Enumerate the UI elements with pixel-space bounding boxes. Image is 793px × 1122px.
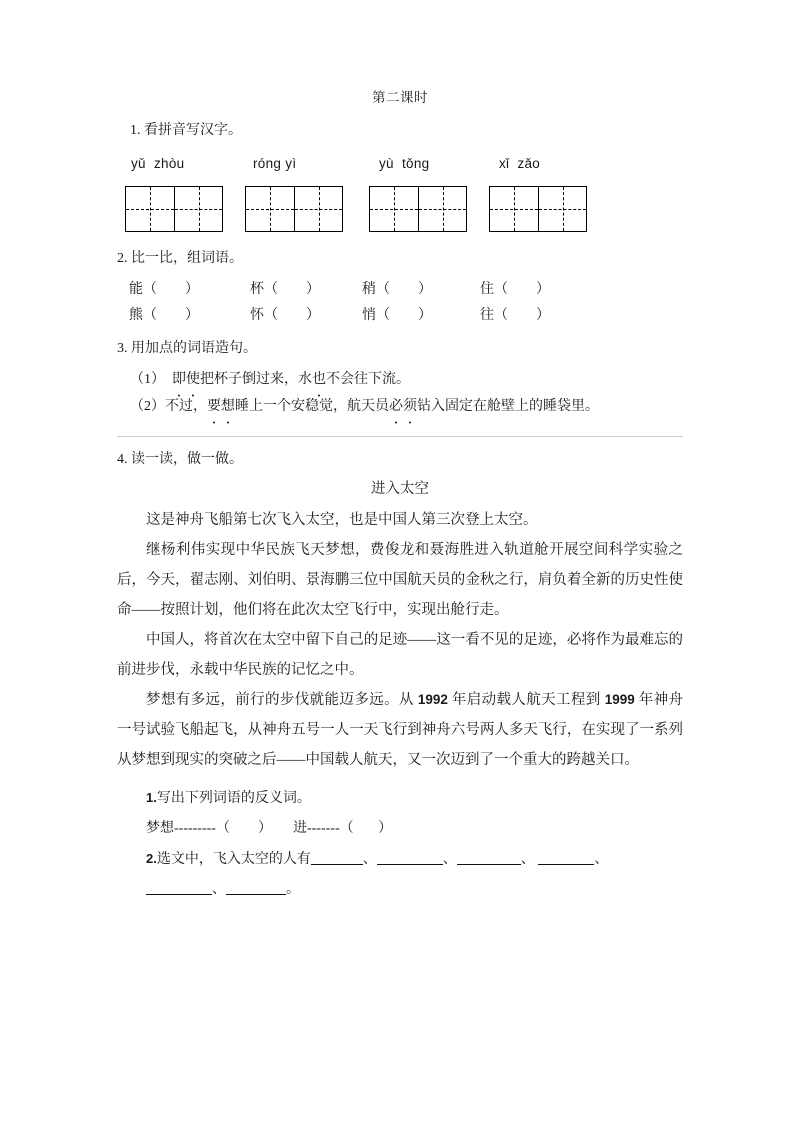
fill-sep-2: 、	[442, 852, 457, 867]
word-pair-block	[117, 278, 683, 330]
word-pair-row-2	[117, 304, 683, 330]
sub-question-2-text: 选文中，飞入太空的人有	[156, 852, 311, 867]
sentence-1-p0	[158, 372, 172, 387]
grid-cell[interactable]	[538, 187, 586, 231]
passage-paragraph-2: 继杨利伟实现中华民族飞天梦想，费俊龙和聂海胜进入轨道舱开展空间科学实验之后，今天，翟志刚、刘伯明、景海鹏三位中国航天员的金秋之行，肩负着全新的历史性使命——按照计划，他们将在此次太空飞行中，实现出舱行走。	[117, 542, 683, 618]
writing-grid-1[interactable]	[125, 186, 223, 232]
paragraph-4-between-years: 年启动载人航天工程到	[447, 692, 605, 708]
antonym-word-2: 进-------（	[292, 821, 354, 836]
fill-blank-6[interactable]	[226, 881, 286, 895]
fill-blank-4[interactable]	[538, 851, 594, 865]
grid-cell[interactable]	[246, 187, 294, 231]
year-1999: 1999	[604, 692, 635, 707]
antonym-blank-1[interactable]	[230, 821, 258, 836]
pinyin-row	[117, 156, 683, 182]
pinyin-1: yǔ zhòu	[131, 156, 185, 171]
sentence-2-label: （2）	[130, 399, 165, 414]
pinyin-4: xǐ zǎo	[499, 156, 541, 171]
sentence-1-p2: 使	[186, 372, 200, 387]
word-pair-2b[interactable]: 怀（ ）	[250, 308, 320, 323]
sentence-2-p5: 须	[403, 399, 417, 414]
sentence-2-p2: 想	[221, 399, 235, 414]
writing-grid-4[interactable]	[489, 186, 587, 232]
antonym-close-2: ）	[378, 821, 393, 836]
word-pair-4b[interactable]: 往（ ）	[480, 308, 550, 323]
fill-blank-1[interactable]	[311, 851, 363, 865]
sentence-1-p4: 也	[312, 372, 326, 387]
sub-question-1-text: 写出下列词语的反义词。	[156, 791, 311, 806]
sentence-2-p4: 必	[389, 399, 403, 414]
grid-cell[interactable]	[418, 187, 466, 231]
question-3-heading: 3. 用加点的词语造句。	[117, 341, 257, 356]
fill-sep-1: 、	[362, 852, 377, 867]
writing-grid-2[interactable]	[245, 186, 343, 232]
word-pair-3a[interactable]: 稍（ ）	[362, 282, 432, 297]
passage-paragraph-4	[117, 685, 683, 775]
sub-question-2	[117, 844, 683, 875]
grid-cell[interactable]	[174, 187, 222, 231]
sub-question-2-number: 2.	[146, 851, 157, 866]
fill-blank-2[interactable]	[377, 851, 443, 865]
paragraph-4-before-year1: 梦想有多远，前行的步伐就能迈多远。从	[146, 692, 418, 708]
pinyin-2: róng yì	[253, 156, 297, 171]
grid-cell[interactable]	[490, 187, 538, 231]
sentence-2	[117, 393, 683, 420]
sub-question-1-number: 1.	[146, 790, 157, 805]
page-title: 第二课时	[372, 90, 428, 105]
word-pair-3b[interactable]: 悄（ ）	[362, 308, 432, 323]
sentence-1-label: （1）	[130, 372, 158, 387]
antonym-close-1: ）	[257, 821, 272, 836]
paragraph-4-after-year2: 年神舟一号试验飞船起飞，从神舟五号一人一天飞行到神舟六号两人多天飞行，在实现了一系列从梦想到现实的突破之后——中国载人航天，又一次迈到了一个重大的跨越关口。	[117, 692, 684, 768]
grid-cell[interactable]	[294, 187, 342, 231]
grid-cell[interactable]	[126, 187, 174, 231]
pinyin-3: yù tǒng	[379, 156, 430, 171]
antonym-blank-2[interactable]	[354, 821, 379, 836]
antonym-answer-line	[117, 814, 683, 844]
sentence-1	[117, 366, 683, 393]
year-1992: 1992	[417, 692, 448, 707]
antonym-word-1: 梦想---------（	[146, 821, 230, 836]
fill-sep-5: 、	[212, 882, 226, 897]
question-2-heading: 2. 比一比，组词语。	[117, 251, 243, 266]
passage-paragraph-3: 中国人，将首次在太空中留下自己的足迹——这一看不见的足迹，必将作为最难忘的前进步伐，永载中华民族的记忆之中。	[117, 632, 683, 678]
sub-question-1	[117, 783, 683, 814]
word-pair-2a[interactable]: 杯（ ）	[250, 282, 320, 297]
word-pair-4a[interactable]: 住（ ）	[480, 282, 550, 297]
sentence-2-p1: 要	[207, 399, 221, 414]
sentence-1-p1: 即	[172, 372, 186, 387]
page-content	[117, 88, 683, 905]
passage-title: 进入太空	[371, 481, 429, 497]
fill-blank-5[interactable]	[146, 881, 212, 895]
fill-sep-3: 、	[520, 852, 535, 867]
sentence-1-p3: 把杯子倒过来，水	[200, 372, 312, 387]
fill-blank-3[interactable]	[457, 851, 521, 865]
fill-sep-4: 、	[594, 852, 609, 867]
question-1-heading: 1. 看拼音写汉字。	[130, 123, 242, 138]
sentence-2-p3: 睡上一个安稳觉，航天员	[235, 399, 389, 414]
sentence-2-p6: 钻入固定在舱壁上的睡袋里。	[417, 399, 599, 414]
antonym-gap	[272, 821, 293, 836]
word-pair-1a[interactable]: 能（ ）	[129, 282, 199, 297]
sentence-1-p5: 不会往下流。	[326, 372, 410, 387]
question-4-heading: 4. 读一读，做一做。	[117, 452, 243, 467]
passage-paragraph-1: 这是神舟飞船第七次飞入太空，也是中国人第三次登上太空。	[146, 512, 538, 528]
word-pair-1b[interactable]: 熊（ ）	[129, 308, 199, 323]
writing-grid-3[interactable]	[369, 186, 467, 232]
writing-grid-row	[117, 186, 683, 234]
sentence-2-p0: 不过，	[165, 399, 207, 414]
grid-cell[interactable]	[370, 187, 418, 231]
section-divider	[117, 436, 683, 437]
fill-end-period: 。	[286, 882, 300, 897]
word-pair-row-1	[117, 278, 683, 304]
fill-blank-line-2	[117, 875, 683, 905]
